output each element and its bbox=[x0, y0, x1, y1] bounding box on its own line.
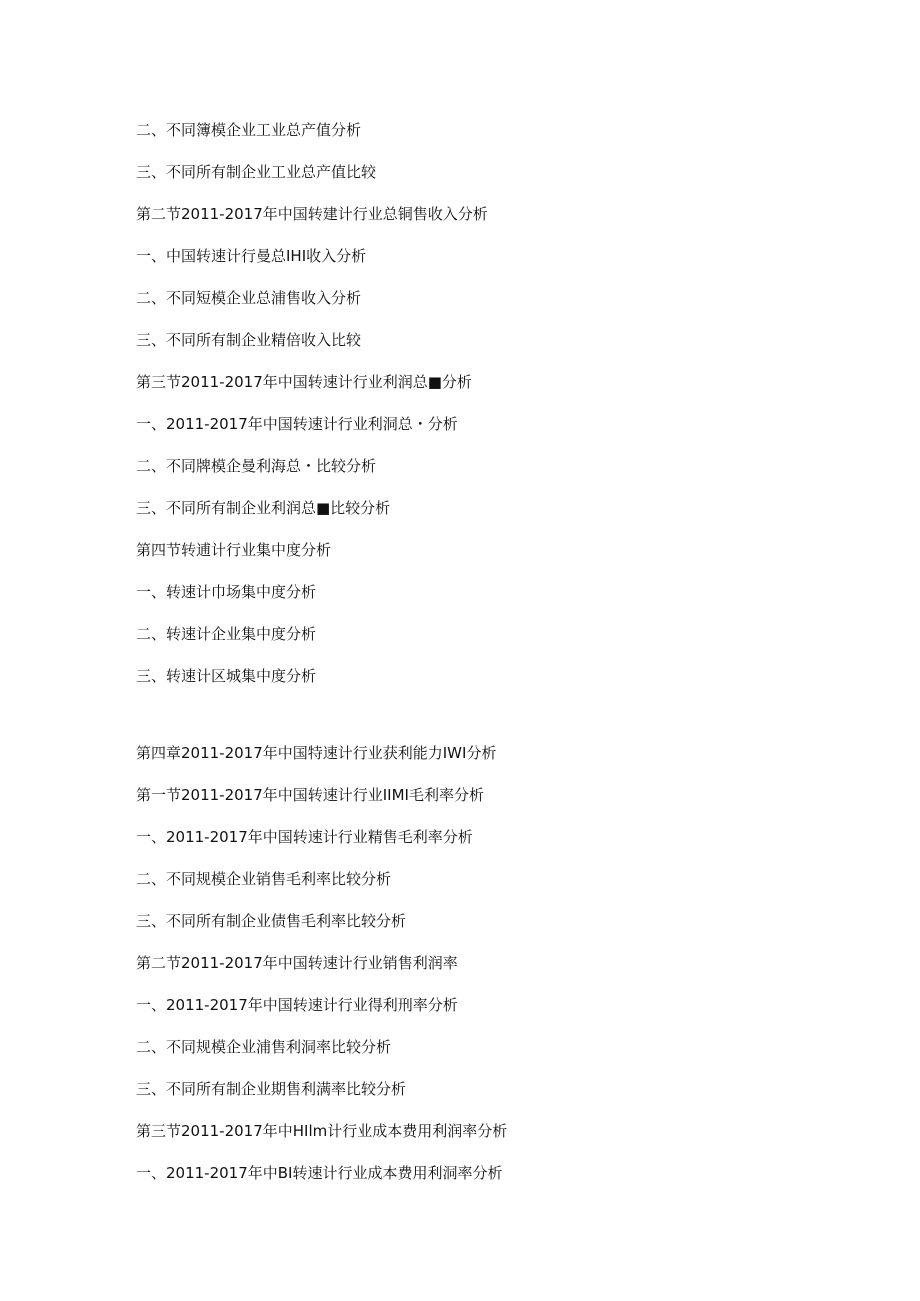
toc-item: 二、不同牌模企曼利海总・比较分析 bbox=[136, 457, 377, 475]
toc-item: 一、2011-2017年中国转速计行业得利刑率分析 bbox=[136, 996, 458, 1014]
toc-item: 一、2011-2017年中国转速计行业利洞总・分析 bbox=[136, 415, 458, 433]
toc-item: 一、2011-2017年中BI转速计行业成本费用利洞率分析 bbox=[136, 1164, 503, 1182]
toc-item: 三、不同所有制企业精倍收入比较 bbox=[136, 331, 362, 349]
toc-chapter-heading: 第四章2011-2017年中国特速计行业获利能力IWI分析 bbox=[136, 744, 497, 762]
toc-item: 三、转速计区城集中度分析 bbox=[136, 667, 317, 685]
toc-item: 二、不同规模企业浦售利洞率比较分析 bbox=[136, 1038, 392, 1056]
toc-item: 三、不同所有制企业工业总产值比较 bbox=[136, 163, 377, 181]
toc-section-heading: 第三节2011-2017年中国转速计行业利润总■分析 bbox=[136, 373, 472, 391]
toc-item: 一、2011-2017年中国转速计行业精售毛利率分析 bbox=[136, 828, 473, 846]
toc-section-heading: 第二节2011-2017年中国转建计行业总铜售收入分析 bbox=[136, 205, 488, 223]
toc-section-heading: 第二节2011-2017年中国转速计行业销售利润率 bbox=[136, 954, 458, 972]
toc-item: 三、不同所有制企业利润总■比较分析 bbox=[136, 499, 391, 517]
toc-section-heading: 第四节转逋计行业集中度分析 bbox=[136, 541, 332, 559]
toc-item: 三、不同所有制企业债售毛利率比较分析 bbox=[136, 912, 407, 930]
toc-item: 一、转速计巾场集中度分析 bbox=[136, 583, 317, 601]
toc-item: 二、不同短模企业总浦售收入分析 bbox=[136, 289, 362, 307]
toc-section-heading: 第一节2011-2017年中国转速计行业IIMI毛利率分析 bbox=[136, 786, 484, 804]
toc-section-heading: 第三节2011-2017年中HIlm计行业成本费用利润率分析 bbox=[136, 1122, 508, 1140]
toc-item: 二、不同簿模企业工业总产值分析 bbox=[136, 121, 362, 139]
toc-item: 二、不同规模企业销售毛利率比较分析 bbox=[136, 870, 392, 888]
toc-item: 二、转速计企业集中度分析 bbox=[136, 625, 317, 643]
toc-item: 一、中国转速计行曼总IHI收入分析 bbox=[136, 247, 367, 265]
toc-item: 三、不同所有制企业期售利满率比较分析 bbox=[136, 1080, 407, 1098]
